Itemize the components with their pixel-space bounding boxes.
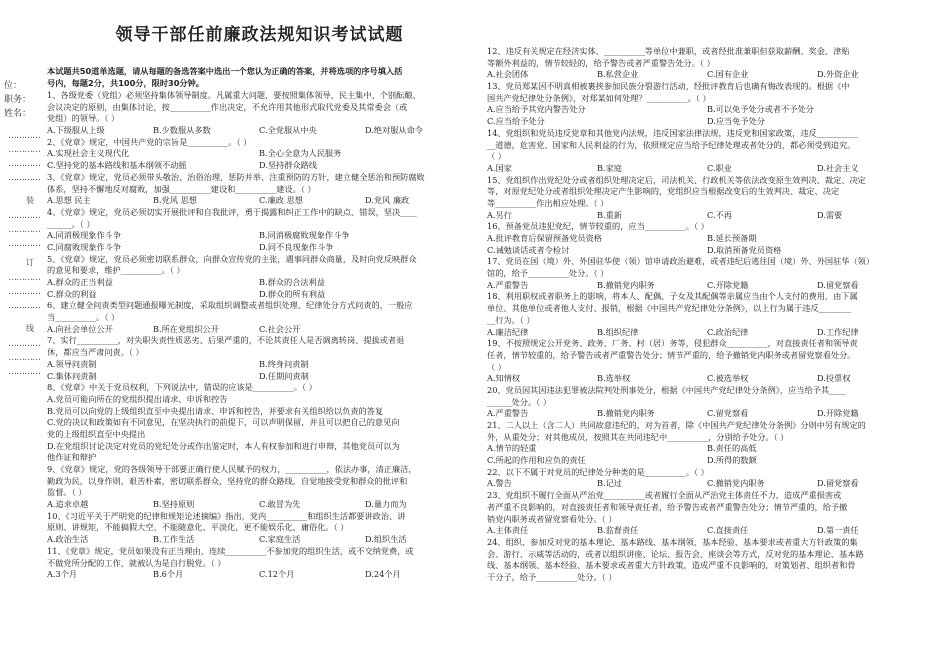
binding-dots: ………… [8, 239, 40, 249]
question-line: 23、党组织不履行全面从严治党__________或者履行全面从严治党主体责任不力，造成严重损害或 [487, 490, 842, 501]
answer-option: C.敢冒为先 [259, 499, 301, 510]
answer-option: C.国有企业 [707, 69, 749, 80]
answer-options [47, 359, 472, 371]
answer-option: B.可以免予处分或者不予处分 [707, 104, 814, 115]
answer-option: D.坚持群众路线 [259, 160, 317, 171]
question-line: 他作证和辩护 [47, 452, 97, 463]
answer-option: A.下级服从上级 [47, 125, 105, 136]
question-line: 党的上级组织直至中央提出 [47, 428, 146, 439]
binding-dots: ………… [8, 159, 40, 169]
question-line: __道德，危害党、国家和人民利益的行为，依照规定应当给予纪律处理或者处分的，都必须受到追究。 [487, 139, 856, 150]
answer-option: A.领导问责制 [47, 358, 97, 369]
question-line: 线、基本纲领、基本经验、基本要求或者重大方针政策，造成严重不良影响的，对策划者、组织者和骨 [487, 560, 856, 571]
answer-option: B.6个月 [153, 569, 184, 580]
answer-options [487, 408, 927, 420]
answer-options [47, 148, 472, 160]
question-line: 等，对原党纪处分或者组织处理决定产生影响的，党组织应当根据改变后的生效判决、裁定、决定 [487, 186, 840, 197]
question-line: 18、利用职权或者职务上的影响，将本人、配偶、子女及其配偶等亲属应当由个人支付的费用，由下属 [487, 291, 858, 302]
answer-option: D.留党察看 [817, 279, 859, 290]
answer-option: B.坚持原则 [153, 499, 195, 510]
answer-options [487, 373, 927, 385]
answer-options [487, 280, 927, 292]
answer-option: A.应当给予其党内警告处分 [487, 104, 586, 115]
question-line: （ ） [487, 151, 506, 162]
answer-option: B.家庭 [597, 162, 622, 173]
answer-options [487, 443, 927, 455]
answer-option: C.不再 [707, 209, 732, 220]
binding-dots: ………… [8, 273, 40, 283]
answer-option: D.所得的数额 [707, 455, 757, 466]
answer-option: B.选举权 [597, 373, 631, 384]
answer-option: C.所起的作用和应负的责任 [487, 455, 586, 466]
binding-dots: ………… [8, 353, 40, 363]
answer-option: B.群众的合法利益 [259, 277, 325, 287]
exam-title: 领导干部任前廉政法规知识考试试题 [115, 25, 404, 45]
question-line: 20、党员因其因违法犯罪被法院判处刑事处分，根据《中国共产党纪律处分条例》，应当给予其____ [487, 384, 846, 395]
question-line: 体系，坚持不懈地反对腐败，加强__________建设和__________建设。（ ） [47, 183, 316, 194]
question-line: 19、不按照规定公开党务、政务、厂务、村（居）务等，侵犯群众__________，对直接责任者和领导责 [487, 338, 858, 349]
question-line: 9、《党章》规定，党的各级领导干部要正确行使人民赋予的权力，__________，依法办事，清正廉洁， [47, 464, 417, 474]
answer-option: A.3个月 [47, 569, 78, 580]
question-line: 21、二人以上（含二人）共同故意违纪的，对为首者，除《中国共产党纪律处分条例》分则中另有规定的 [487, 420, 866, 430]
answer-option: A.廉洁纪律 [487, 326, 529, 337]
answer-option: B.工作生活 [153, 534, 195, 545]
question-line: 24、组织、参加反对党的基本理论、基本路线、基本纲领、基本经验、基本要求或者重大方针政策的集 [487, 536, 858, 547]
answer-option: D.工作纪律 [817, 326, 859, 337]
answer-option: D.组织生活 [365, 534, 407, 545]
question-line: 原则、讲规矩，不能搞假大空、不能随意化、平淡化，更不能娱乐化、庸俗化。（ ） [47, 522, 349, 533]
answer-option: D.社会主义 [817, 162, 859, 173]
instruction-line: 号内，每题2分，共100分，限时30分钟。 [47, 78, 204, 88]
answer-option: D.外资企业 [817, 69, 859, 80]
answer-option: B.撤销党内职务 [597, 279, 655, 290]
question-line: 国共产党纪律处分条例》，对郑某如何处理？__________。（ ） [487, 92, 711, 103]
answer-option: D.量力而为 [365, 499, 407, 510]
question-line: 会议决定的原则，由集体讨论，按__________作出决定，不允许用其他形式取代党委及其常委会（或 [47, 101, 408, 112]
question-line: 休，都应当严肃问责。（ ） [47, 347, 144, 358]
answer-option: A.实现社会主义现代化 [47, 148, 130, 159]
answer-options [487, 327, 927, 339]
answer-options [47, 242, 472, 254]
question-line: 等额外利益的，情节较轻的，给予警告或者严重警告处分。（ ） [487, 57, 715, 68]
answer-option: C.政治纪律 [707, 326, 749, 337]
answer-option: C.同腐败现象作斗争 [47, 241, 122, 252]
question-line: 22、以下不属于对党员的纪律处分种类的是__________。（ ） [487, 466, 709, 477]
binding-dots: ………… [8, 145, 40, 155]
answer-option: C.职业 [707, 162, 732, 173]
question-line: 3、《党章》规定，党员必须带头敬治、治俗治理、惩防并举、注重预防的方针，建立健全惩治和预防腐败 [47, 171, 425, 182]
answer-option: D.群众的所有利益 [259, 288, 326, 299]
answer-option: D.24个月 [365, 569, 401, 580]
binding-mark-ding: 订 [26, 258, 34, 267]
answer-options [487, 116, 927, 128]
answer-option: D.同不良现象作斗争 [259, 241, 334, 252]
answer-options [487, 455, 927, 467]
question-line: 单位、其他单位或者他人支付、报销，根据《中国共产党纪律处分条例》，以上行为属于违反________ [487, 303, 852, 314]
answer-option: A.情节的轻重 [487, 443, 537, 454]
answer-option: C.社会公开 [259, 323, 301, 334]
answer-option: C.诫勉谈话或者令检讨 [487, 244, 570, 255]
answer-option: A.向社会单位公开 [47, 323, 113, 334]
answer-option: B.同消极腐败现象作斗争 [259, 230, 350, 241]
binding-dots: ………… [8, 131, 40, 141]
answer-option: A.批评教育后保留预备党员资格 [487, 233, 602, 243]
question-line: 馆的，给予__________处分。（ ） [487, 268, 609, 279]
answer-options [487, 478, 927, 490]
question-line: 12、违反有关规定在经济实体、__________等单位中兼职，或者经批准兼职但获取薪酬、奖金、津贴 [487, 46, 850, 56]
answer-options [47, 230, 472, 242]
question-line: 7、实行__________，对失职失责性质恶劣、后果严重的，不论其责任人是否调离转岗、提拔或者退 [47, 335, 405, 346]
answer-option: A.严重警告 [487, 408, 529, 419]
name-field-label: 姓名： [4, 109, 32, 119]
answer-option: B.党风 思想 [153, 195, 197, 206]
question-line: 干分子，给予__________处分。（ ） [487, 571, 617, 582]
right-question-list [487, 46, 927, 584]
question-line: 等__________作出相应处理。（ ） [487, 197, 609, 208]
answer-option: D.党风 廉政 [365, 195, 410, 206]
answer-options [47, 499, 472, 511]
binding-dots: ………… [8, 301, 40, 311]
answer-option: D.任期问责制 [259, 370, 309, 381]
answer-option: C.开除党籍 [707, 279, 749, 290]
answer-option: A.另行 [487, 209, 512, 220]
answer-option: D.取消预备党员资格 [707, 244, 782, 255]
question-line: 8、《党章》中关于党员权利，下列说法中，错误的应该是__________。（ ） [47, 382, 317, 393]
binding-dots: ………… [8, 211, 40, 221]
answer-option: B.全心全意为人民服务 [259, 148, 342, 159]
answer-option: D.第一责任 [817, 525, 859, 536]
answer-option: D.投票权 [817, 373, 851, 384]
answer-option: B.延长预备期 [707, 233, 757, 243]
answer-option: A.同消极现象作斗争 [47, 230, 122, 241]
question-line: 16、预备党员违犯党纪，情节较重的，应当__________。（ ） [487, 221, 709, 232]
question-line: 监督。（ ） [47, 487, 87, 498]
question-line: D.在党组织讨论决定对党员的党纪处分或作出鉴定时，本人有权参加和进行申辩，其他党员可以为 [47, 440, 400, 451]
unit-field-label: 位： [4, 81, 23, 91]
question-line: 当__________。（ ） [47, 312, 120, 323]
question-line: 会、游行、示威等活动的，或者以组织讲座、论坛、报告会、座谈会等方式，反对党的基本理论、基本路 [487, 548, 864, 559]
answer-option: A.警告 [487, 478, 512, 489]
answer-option: C.群众的利益 [47, 288, 97, 299]
left-column [47, 0, 472, 581]
answer-options [47, 195, 472, 207]
answer-option: B.撤销党内职务 [597, 408, 655, 419]
answer-option: B.少数服从多数 [153, 125, 211, 136]
binding-mark-zhuang: 装 [26, 196, 34, 205]
answer-options [47, 371, 472, 383]
answer-options [47, 569, 472, 581]
question-line: ______。（ ） [47, 218, 95, 229]
question-line: 的意见和要求，维护__________。（ ） [47, 265, 185, 276]
answer-option [365, 324, 471, 336]
answer-option: C.直接责任 [707, 525, 749, 536]
answer-option: D.留党察看 [817, 478, 859, 489]
exam-instructions [47, 66, 472, 90]
answer-option: A.国家 [487, 162, 512, 173]
question-line: 13、党员郑某因不明真相被裹挟参加民族分裂游行活动，经批评教育后也确有悔改表现的。根据《中 [487, 81, 850, 92]
answer-options [487, 69, 927, 81]
question-line: 6、建立健全问责类型问题通报曝光制度，采取组织调整或者组织处理、纪律处分方式问责的，一般应 [47, 300, 413, 311]
answer-options [47, 277, 472, 289]
question-line: 勤政为民，以身作则，艰苦朴素，密切联系群众，坚持党的群众路线，自觉地接受党和群众的批评和 [47, 475, 408, 486]
answer-option: A.严重警告 [487, 279, 529, 290]
answer-option: C.留党察看 [707, 408, 749, 419]
right-column [487, 46, 927, 584]
answer-option: A.社会团体 [487, 69, 529, 80]
answer-options [487, 525, 927, 537]
answer-option: C.撤销党内职务 [707, 478, 765, 489]
answer-options [487, 163, 927, 175]
question-line: B.党员可以向党的上级组织直至中央提出请求、申诉和控告，并要求有关组织给以负责的答复 [47, 405, 384, 416]
answer-options [487, 104, 927, 116]
answer-option: C.被选举权 [707, 373, 749, 384]
question-line: 15、党组织作出党纪处分或者组织处理决定后，司法机关、行政机关等依法改变原生效判决、裁定、决定 [487, 174, 866, 185]
question-line: 2、《党章》规定，中国共产党的宗旨是__________。（ ） [47, 136, 252, 147]
answer-options [487, 233, 927, 245]
position-field-label: 职务： [4, 95, 32, 105]
answer-option: A.思想 民主 [47, 195, 91, 206]
question-line: 党组）的领导。（ ） [47, 113, 120, 124]
answer-option: B.组织纪律 [597, 326, 639, 337]
binding-margin [2, 60, 44, 420]
answer-option: B.记过 [597, 478, 622, 489]
binding-dots: ………… [8, 173, 40, 183]
question-line: （ ） [487, 361, 506, 372]
answer-option: B.责任的高低 [707, 443, 757, 454]
left-question-list [47, 90, 472, 581]
binding-dots: ………… [8, 225, 40, 235]
answer-options [487, 210, 927, 222]
answer-option: B.监督责任 [597, 525, 639, 536]
answer-option: A.政治生活 [47, 534, 89, 545]
question-line: 5、《党章》规定，党员必须密切联系群众，向群众宣传党的主张，遇事同群众商量，及时向党反映群众 [47, 253, 417, 264]
question-line: 不做党所分配的工作，就被认为是自行脱党。（ ） [47, 557, 226, 568]
answer-option: B.所在党组织公开 [153, 323, 219, 334]
answer-option: A.主体责任 [487, 525, 529, 536]
answer-options [487, 245, 927, 257]
answer-option: B.私营企业 [597, 69, 639, 80]
question-line: 外，从重处分；对其他成员，按照其在共同违纪中__________，分别给予处分。（ ） [487, 431, 789, 442]
answer-options [47, 324, 472, 336]
answer-option: C.廉政 思想 [259, 195, 303, 206]
answer-options [47, 125, 472, 137]
answer-option: C.集体问责制 [47, 370, 97, 381]
answer-option: D.绝对服从命令 [365, 125, 423, 136]
answer-option: C.坚持党的基本路线和基本纲领不动摇 [47, 160, 187, 171]
instruction-line: 本试题共50道单选题，请从每题的备选答案中选出一个您认为正确的答案，并将选项的序号填入括 [47, 66, 403, 76]
answer-option: B.终身问责制 [259, 358, 309, 369]
binding-dots: ………… [8, 287, 40, 297]
binding-dots: ………… [8, 339, 40, 349]
question-line: 者严重不良影响的，对直接责任者和领导责任者，给予警告或者严重警告处分；情节严重的，给予撤 [487, 501, 848, 512]
answer-option: D.需要 [817, 209, 843, 220]
answer-option: A.追求卓越 [47, 499, 89, 510]
answer-option: C.应当给予处分 [487, 116, 545, 127]
question-line: A.党员可能向所在的党组织提出请求、申诉和控告 [47, 393, 228, 404]
answer-option: C.全党服从中央 [259, 125, 317, 136]
answer-option: A.知情权 [487, 373, 521, 384]
binding-mark-xian: 线 [26, 324, 34, 333]
question-line: 11、《党章》规定，党员如果没有正当理由，连续__________不参加党的组织生活，或不交纳党费，或 [47, 545, 414, 556]
answer-option: C.12个月 [259, 569, 295, 580]
question-line: 销党内职务或者留党察看处分。（ ） [487, 513, 617, 524]
answer-option: C.家庭生活 [259, 534, 301, 545]
answer-option: D.应当免予处分 [707, 116, 765, 127]
question-line: 10、《习近平关于严明党的纪律和规矩论述摘编》指出，党内__________和组织生活都要讲政治、讲 [47, 510, 406, 521]
answer-options [47, 534, 472, 546]
question-line: ______处分。（ ） [487, 396, 552, 407]
answer-option: A.群众的正当利益 [47, 277, 113, 287]
question-line: 14、党组织和党员违反党章和其他党内法规，违反国家法律法规，违反党和国家政策，违反__________ [487, 127, 858, 138]
answer-option: D.开除党籍 [817, 408, 859, 419]
question-line: 4、《党章》规定，党员必须切实开展批评和自我批评，勇于揭露和纠正工作中的缺点、错误，坚决____ [47, 206, 417, 217]
question-line: C.党的决议和政策如有不同意见，在坚决执行的前提下，可以声明保留，并且可以把自己的意见向 [47, 417, 400, 428]
answer-options [47, 160, 472, 172]
answer-options [47, 289, 472, 301]
binding-dots: ………… [8, 367, 40, 377]
question-line: 任者，情节较重的，给予警告或者严重警告处分；情节严重的，给予撤销党内职务或者留党察看处分。 [487, 349, 856, 360]
question-line: __行为。（ ） [487, 314, 535, 325]
answer-option: B.重新 [597, 209, 622, 220]
question-line: 17、党员在国（境）外、外国驻华使（领）馆申请政治避难，或者违纪后逃往国（境）外、外国驻华（领） [487, 256, 875, 267]
question-line: 1、各级党委（党组）必须坚持集体领导制度。凡属重大问题，要按照集体领导、民主集中、个别酝酿、 [47, 90, 421, 100]
